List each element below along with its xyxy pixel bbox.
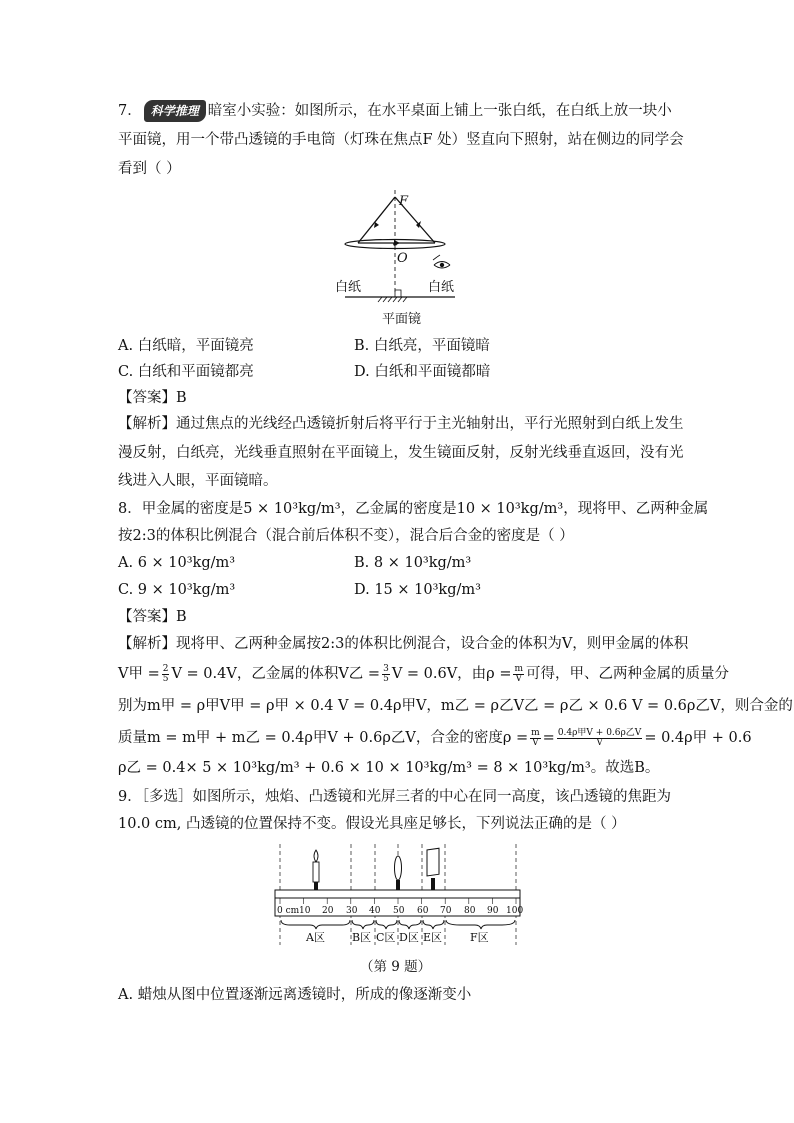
frac-num: m <box>514 663 524 674</box>
zone-label-D: D区 <box>399 931 419 944</box>
q8-option-D: D. 15 × 10³kg/m³ <box>354 582 481 598</box>
frac-den: V <box>515 673 522 684</box>
q8-option-B: B. 8 × 10³kg/m³ <box>354 555 472 571</box>
q7-option-A: A. 白纸暗，平面镜亮 <box>118 338 254 354</box>
eye-icon <box>433 255 450 268</box>
q8-analysis-line1: 【解析】现将甲、乙两种金属按2:3的体积比例混合，设合金的体积为V，则甲金属的体积 <box>118 636 689 652</box>
q7-analysis-line1: 【解析】通过焦点的光线经凸透镜折射后将平行于主光轴射出，平行光照射到白纸上发生 <box>118 416 684 432</box>
q9-stem-line2: 10.0 cm, 凸透镜的位置保持不变。假设光具座足够长，下列说法正确的是（ ） <box>118 816 626 832</box>
ray-left <box>358 197 395 243</box>
label-paper-left: 白纸 <box>335 280 362 295</box>
q7-stem-line2: 平面镜，用一个带凸透镜的手电筒（灯珠在焦点F 处）竖直向下照射，站在侧边的同学会 <box>118 132 684 148</box>
mirror-hatching <box>378 297 407 302</box>
fraction-mass-sum <box>557 729 642 748</box>
ruler-label-0: 0 cm <box>277 906 300 916</box>
q7-option-B: B. 白纸亮，平面镜暗 <box>354 338 490 354</box>
ruler-label-60: 60 <box>417 906 429 916</box>
zone-labels <box>305 931 489 944</box>
q7-figure <box>330 185 470 330</box>
label-O: O <box>397 251 408 266</box>
frac-num: 0.4ρ甲V + 0.6ρ乙V <box>557 727 642 738</box>
q8-a2-part-a: V甲 = <box>118 666 160 682</box>
q8-stem-line2: 按2:3的体积比例混合（混合前后体积不变），混合后合金的密度是（ ） <box>118 528 574 544</box>
frac-num: 3 <box>383 663 389 674</box>
label-paper-right: 白纸 <box>428 280 455 295</box>
right-angle-mark <box>395 290 401 297</box>
ruler-label-40: 40 <box>369 906 381 916</box>
lens-center-dot <box>393 242 397 246</box>
q7-stem-text1: 暗室小实验：如图所示，在水平桌面上铺上一张白纸，在白纸上放一块小 <box>207 103 672 119</box>
q8-analysis-line4 <box>118 728 752 748</box>
q9-caption: （第 9 题） <box>360 959 432 975</box>
q8-option-A: A. 6 × 10³kg/m³ <box>118 555 236 571</box>
bench-rail <box>275 890 520 898</box>
ruler-label-20: 20 <box>322 906 334 916</box>
frac-den: 5 <box>383 673 389 684</box>
ruler-label-50: 50 <box>393 906 405 916</box>
label-F: F <box>399 194 409 209</box>
lens-icon <box>395 856 402 890</box>
q8-analysis-line3: 别为m甲 = ρ甲V甲 = ρ甲 × 0.4 V = 0.4ρ甲V，m乙 = ρ乙V乙 = ρ乙 × 0.6 V = 0.6ρ乙V，则合金的 <box>118 698 793 714</box>
q8-a2-part-d: 可得，甲、乙两种金属的质量分 <box>526 666 730 682</box>
q9-option-A: A. 蜡烛从图中位置逐渐远离透镜时，所成的像逐渐变小 <box>118 987 472 1003</box>
q9-stem-line1: 9．［多选］如图所示，烛焰、凸透镜和光屏三者的中心在同一高度，该凸透镜的焦距为 <box>118 789 671 805</box>
q8-answer: 【答案】B <box>118 609 187 625</box>
zone-label-A: A区 <box>306 931 325 944</box>
q8-analysis-line5: ρ乙 = 0.4× 5 × 10³kg/m³ + 0.6 × 10 × 10³kg/m³ = 8 × 10³kg/m³。故选B。 <box>118 760 660 776</box>
frac-num: 2 <box>162 663 169 674</box>
q8-a4-part-a: 质量m = m甲 + m乙 = 0.4ρ甲V + 0.6ρ乙V，合金的密度ρ = <box>118 730 529 746</box>
q7-stem-line3: 看到（ ） <box>118 161 181 177</box>
q8-a4-part-c: = 0.4ρ甲 + 0.6 <box>644 730 752 746</box>
q8-option-C: C. 9 × 10³kg/m³ <box>118 582 236 598</box>
fraction-3-5 <box>382 665 390 684</box>
candle-icon <box>313 850 319 890</box>
q8-a2-part-b: V = 0.4V，乙金属的体积V乙 = <box>171 666 381 682</box>
ruler-label-90: 90 <box>487 906 499 916</box>
ruler-label-10: 10 <box>299 906 311 916</box>
zone-label-F: F区 <box>470 931 489 944</box>
q8-a2-part-c: V = 0.6V，由ρ = <box>391 666 512 682</box>
ruler-label-100: 100 <box>506 906 524 916</box>
q9-figure <box>270 840 530 950</box>
zone-label-E: E区 <box>423 931 443 944</box>
q8-analysis-line2 <box>118 664 729 684</box>
q7-option-C: C. 白纸和平面镜都亮 <box>118 364 254 380</box>
frac-den: V <box>596 737 603 748</box>
zone-label-C: C区 <box>376 931 396 944</box>
screen-icon <box>427 848 439 890</box>
label-mirror: 平面镜 <box>382 312 422 327</box>
fraction-2-5 <box>162 665 170 684</box>
q7-stem-line1 <box>118 100 672 122</box>
zone-label-B: B区 <box>352 931 372 944</box>
ruler-label-70: 70 <box>440 906 452 916</box>
q8-a4-part-b: = <box>542 730 555 746</box>
fraction-m-v <box>513 665 524 684</box>
frac-num: m <box>531 727 540 738</box>
q7-number: 7． <box>118 103 142 119</box>
ruler-label-80: 80 <box>464 906 476 916</box>
fraction-m-v-2 <box>530 729 541 748</box>
q7-answer: 【答案】B <box>118 390 187 406</box>
q7-analysis-line2: 漫反射，白纸亮，光线垂直照射在平面镜上，发生镜面反射，反射光线垂直返回，没有光 <box>118 445 684 461</box>
q8-stem-line1: 8．甲金属的密度是5 × 10³kg/m³，乙金属的密度是10 × 10³kg/m³，现将甲、乙两种金属 <box>118 501 709 517</box>
frac-den: V <box>532 737 539 748</box>
q7-option-D: D. 白纸和平面镜都暗 <box>354 364 491 380</box>
ruler-label-30: 30 <box>346 906 358 916</box>
q7-analysis-line3: 线进入人眼，平面镜暗。 <box>118 473 278 489</box>
frac-den: 5 <box>162 673 169 684</box>
q7-badge: 科学推理 <box>144 100 206 122</box>
